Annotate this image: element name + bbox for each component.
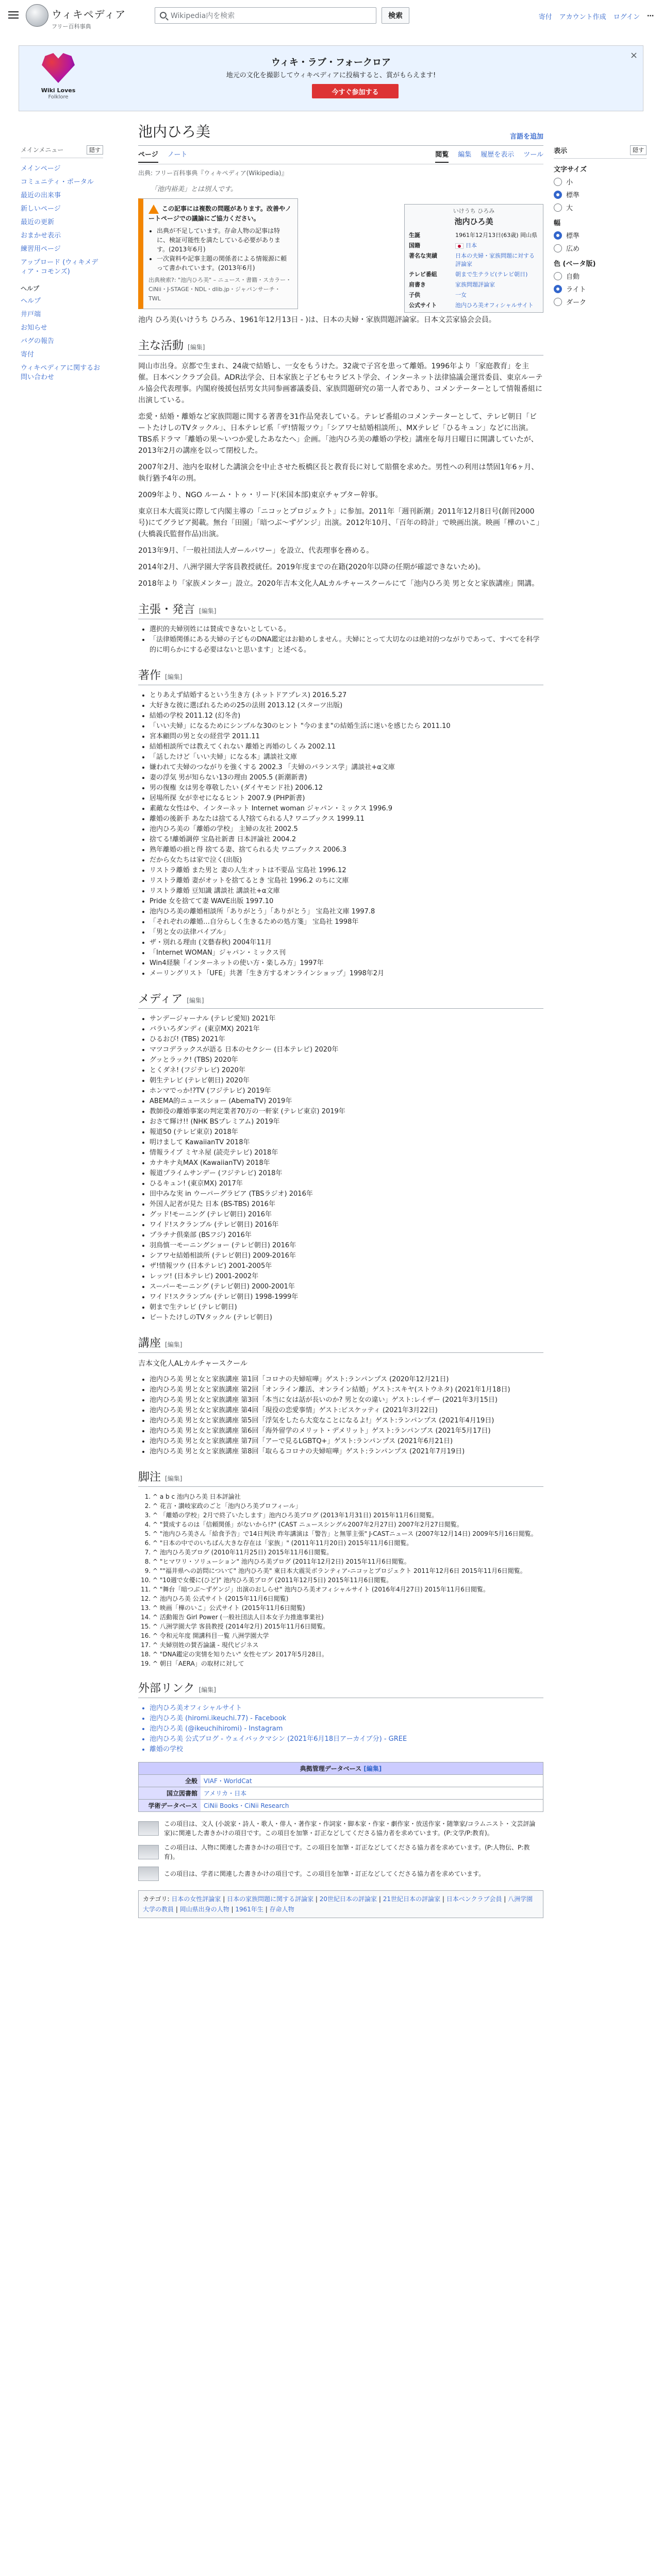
work-item: • 素敵な女性はや、インターネット Internet woman ジャパン・ミックス 1996.9 [150, 804, 543, 814]
infobox-value [453, 240, 541, 250]
reference-item: 13. ^ 映画「樺のいこ」公式サイト (2015年11月6日閲覧) [153, 1603, 543, 1613]
infobox-value-text[interactable]: 日本の夫婦・家族問題に対する評論家 [455, 252, 535, 267]
appearance-heading: 表示 [554, 147, 568, 155]
site-header [0, 0, 662, 31]
infobox-value [453, 230, 541, 240]
category-link[interactable]: 20世紀日本の評論家 [319, 1895, 377, 1903]
media-item: • 報道50 (テレビ東京) 2018年 [150, 1127, 543, 1138]
option-label: 標準 [566, 232, 580, 240]
close-icon[interactable]: × [630, 50, 638, 61]
reference-item: 7. ^ 池内ひろ美ブログ (2010年11月25日) 2015年11月6日閲覧。 [153, 1548, 543, 1557]
sidebar-item[interactable]: 練習用ページ [21, 245, 61, 253]
work-item: • 宮本顧問の男と女の経営学 2011.11 [150, 732, 543, 742]
category-link[interactable]: 日本ベンクラブ会員 [446, 1895, 502, 1903]
work-item: • 捨てる!離婚調停 宝島社新書 日本評論社 2004.2 [150, 835, 543, 845]
work-item: • とりあえず結婚するという生き方 (ネットドアプレス) 2016.5.27 [150, 690, 543, 701]
sidebar-help-item[interactable]: お知らせ [21, 324, 47, 332]
lecture-item: • 池内ひろ美 男と女と家族講座 第6回「海外留学のメリット・デメリット」ゲスト:ランパンプス (2021年5月17日) [150, 1426, 543, 1436]
more-options-icon[interactable]: ⋯ [647, 12, 654, 20]
category-link[interactable]: 存命人物 [269, 1905, 294, 1913]
authority-key: 学術データベース [139, 1800, 201, 1811]
warning-icon [148, 205, 159, 214]
media-item: • プラチナ倶楽部 (BSフジ) 2016年 [150, 1230, 543, 1241]
external-link[interactable]: • 池内ひろ美 (hiromi.ikeuchi.77) - Facebook [150, 1714, 543, 1724]
media-item: • グッド!モーニング (テレビ朝日) 2016年 [150, 1210, 543, 1220]
work-item: • 熟年離婚の損と得 捨てる妻、捨てられる夫 ワニブックス 2006.3 [150, 845, 543, 855]
radio-button[interactable] [554, 298, 562, 306]
user-links [539, 11, 654, 21]
stub-notice [138, 1867, 543, 1881]
section-heading-activity: 主な活動 [編集] [138, 337, 543, 355]
radio-button[interactable] [554, 244, 562, 252]
tab-read[interactable]: 閲覧 [435, 149, 449, 163]
site-sub: 出典: フリー百科事典『ウィキペディア(Wikipedia)』 [138, 170, 288, 177]
work-item: • Pride 女を捨てて妻 WAVE出版 1997.10 [150, 896, 543, 907]
stub-icon [138, 1867, 159, 1881]
sidebar-item[interactable]: 最近の出来事 [21, 192, 61, 199]
infobox-value [453, 269, 541, 279]
infobox-row [407, 279, 541, 290]
banner-logo-caption: Wiki Loves [41, 87, 76, 94]
reference-item: 16. ^ 令和元年度 開講科目一覧 八洲学園大学 [153, 1631, 543, 1640]
category-link[interactable]: 日本の女性評論家 [171, 1895, 221, 1903]
edit-section-link[interactable]: [編集] [187, 996, 204, 1004]
infobox-value-text[interactable]: 池内ひろ美オフィシャルサイト [455, 302, 534, 309]
authority-key: 全般 [139, 1775, 201, 1787]
authority-edit-link[interactable]: [編集] [363, 1765, 382, 1772]
sidebar-help-item[interactable]: 寄付 [21, 351, 35, 359]
media-item: • おさて輝け!! (NHK BSプレミアム) 2019年 [150, 1117, 543, 1127]
authority-row [139, 1774, 543, 1787]
work-item: • 妻の浮気 男が知らない13の理由 2005.5 (新潮新書) [150, 773, 543, 783]
sidebar-item[interactable]: コミュニティ・ポータル [21, 178, 94, 186]
radio-button[interactable] [554, 178, 562, 186]
work-item: • 「男と女の法律バイブル」 [150, 927, 543, 938]
infobox-value-text[interactable]: 朝まで生テラビ(テレビ朝日) [455, 271, 528, 278]
media-item: • 報道プライムサンデー (フジテレビ) 2018年 [150, 1168, 543, 1179]
sidebar-help-item[interactable]: ウィキペディアに関するお問い合わせ [21, 364, 101, 381]
authority-key: 国立図書館 [139, 1787, 201, 1799]
infobox-value [453, 279, 541, 290]
lecture-item: • 池内ひろ美 男と女と家族講座 第1回「コロナの夫婦喧嘩」ゲスト:ランパンプス (2020年12月21日) [150, 1375, 543, 1385]
wordmark[interactable] [52, 6, 126, 30]
media-item: • ビートたけしのTVタックル (テレビ朝日) [150, 1313, 543, 1323]
reference-item: 19. ^ 朝日「AERA」の取材に対して [153, 1659, 543, 1668]
claim-item: • 「法律婚関係にある夫婦の子どものDNA鑑定はお勧めしません。夫婦にとって大切なのは絶対的つながりであって、すべてを科学的に明らかにする必要はないと思います」と述べる。 [150, 635, 543, 655]
infobox-label: 国籍 [409, 242, 420, 249]
infobox-reading: いけうち ひろみ [453, 208, 495, 214]
infobox-value-text[interactable]: 日本 [466, 242, 477, 249]
activity-paragraph: 2013年9月、「一般社団法人ガールパワー」を設立、代表理事を務める。 [138, 546, 374, 555]
external-link[interactable]: • 池内ひろ美 (@ikeuchihiromi) - Instagram [150, 1724, 543, 1734]
reference-item: 14. ^ 活動報告 Girl Power (一般社団法人日本女子力推進事業社) [153, 1613, 543, 1622]
wordmark-title: ウィキペディア [52, 8, 126, 21]
reference-item: 18. ^ "DNA鑑定の実情を知りたい" 女性セブン 2017年5月28日。 [153, 1650, 543, 1659]
lecture-item: • 池内ひろ美 男と女と家族講座 第2回「オンライン離活、オンライン結婚」ゲスト:スキヤ(ストウネタ) (2021年1月18日) [150, 1385, 543, 1395]
radio-button[interactable] [554, 272, 562, 280]
hide-appearance-button[interactable]: 隠す [630, 145, 647, 155]
category-link[interactable]: 1961年生 [235, 1905, 263, 1913]
work-item: • Win4経験「インターネットの使い方・楽しみ方」1997年 [150, 958, 543, 969]
stub-icon [138, 1821, 159, 1836]
work-item: • リストラ離婚 また男と 妻の人生オットは不要品 宝島社 1996.12 [150, 866, 543, 876]
edit-section-link[interactable]: [編集] [199, 607, 217, 615]
infobox-label: 著名な実績 [409, 252, 437, 259]
tab-tools[interactable]: ツール [523, 151, 543, 159]
donate-link[interactable]: 寄付 [538, 13, 552, 21]
work-item: • だから女たちは家で泣く(出版) [150, 855, 543, 866]
lecture-item: • 池内ひろ美 男と女と家族講座 第8回「取らるコロナの夫婦喧嘩」ゲスト:ランパンプス (2021年7月19日) [150, 1447, 543, 1457]
media-item: • グッとラック! (TBS) 2020年 [150, 1055, 543, 1065]
edit-section-link[interactable]: [編集] [188, 343, 205, 351]
work-item: • メーリングリスト「UFE」共著「生き方するオンラインショップ」1998年2月 [150, 969, 543, 979]
lecture-item: • 池内ひろ美 男と女と家族講座 第5回「浮気をしたら大変なことになるよ!」ゲスト:ランパンプス (2021年4月19日) [150, 1416, 543, 1426]
activity-paragraph: 東京日本大震災に際して内閣主導の「ニコッとプロジェクト」に参加。2011年「週刊新潮」2011年12月8日号(創刊2000号)にてグラビア掲載。無台「田園」「暗つぶ〜ずゲンジ」出演。2012年10月、「百年の時計」で映画出演。映画「樺のいこ」(大橋義氏監督作品)出演。 [138, 507, 543, 538]
option-label: 広め [566, 245, 580, 253]
page-title [138, 122, 543, 146]
reference-item: 10. ^ "10週で女優に(ひど)" 池内ひろ美ブログ (2011年12月5日) 2015年11月6日閲覧。 [153, 1575, 543, 1585]
category-link[interactable]: 岡山県出身の人物 [179, 1905, 229, 1913]
appearance-option[interactable] [554, 177, 647, 187]
lecture-item: • 池内ひろ美 男と女と家族講座 第7回「アーで見るLGBTQ+」ゲスト:ランパンプス (2021年6月21日) [150, 1436, 543, 1447]
reference-item: 3. ^ 「離婚の学校」2月で終了いたします」池内ひろ美ブログ (2013年1月31日) 2015年11月6日閲覧。 [153, 1511, 543, 1520]
infobox-row [407, 290, 541, 300]
work-item: • リストラ離婚 妻がオットを捨てるとき 宝島社 1996.2 のちに文庫 [150, 876, 543, 886]
lecture-item: • 池内ひろ美 男と女と家族講座 第4回「現役の恋愛事情」ゲスト:ビスケッティ (2021年3月22日) [150, 1405, 543, 1416]
add-languages-button[interactable]: 言語を追加 [509, 133, 543, 141]
main-menu-sidebar [21, 145, 103, 384]
appearance-option[interactable] [554, 230, 647, 240]
media-item: • 外国人記者が見た 日本 (BS-TBS) 2016年 [150, 1199, 543, 1210]
sidebar-item[interactable]: おまかせ表示 [21, 232, 61, 240]
sidebar-item[interactable]: アップロード (ウィキメディア・コモンズ) [21, 259, 98, 276]
infobox-row [407, 240, 541, 250]
maintenance-box [138, 198, 298, 309]
infobox-value [453, 290, 541, 300]
search-icon [160, 12, 167, 19]
reference-item: 6. ^ "日本の中でのいちばん大きな存在は「家族」" (2011年11月20日) 2015年11月6日閲覧。 [153, 1538, 543, 1548]
option-label: 大 [566, 205, 573, 212]
radio-button[interactable] [554, 231, 562, 240]
section-heading-works: 著作 [編集] [138, 667, 543, 685]
external-link[interactable]: • 池内ひろ美オフィシャルサイト [150, 1703, 543, 1714]
media-item: • 朝生テレビ (テレビ朝日) 2020年 [150, 1076, 543, 1086]
tab-edit[interactable]: 編集 [458, 151, 472, 159]
stub-notice [138, 1843, 543, 1861]
work-item: • 「いい夫婦」になるためにシンプルな30のヒント "今のまま"の結婚生活に迷いを感じたら 2011.10 [150, 721, 543, 732]
media-item: • 羽鳥慎一モーニングショー (テレビ朝日) 2016年 [150, 1241, 543, 1251]
section-heading-external: 外部リンク [編集] [138, 1680, 543, 1698]
hatnote: 「池内裕美」とは別人です。 [151, 185, 237, 193]
text-size-heading: 文字サイズ [554, 166, 587, 174]
sidebar-item[interactable]: 最近の更新 [21, 218, 55, 226]
option-label: 小 [566, 179, 573, 187]
media-item: • シアワセ結婚相談所 (テレビ朝日) 2009-2016年 [150, 1251, 543, 1261]
appearance-option[interactable] [554, 202, 647, 212]
stub-text: この項目は、文人 (小説家・詩人・歌人・俳人・著作家・作詞家・脚本家・作家・劇作家・放送作家・随筆家/コラムニスト・文芸評論家)に関連した書きかけの項目です。この項目を加筆・訂正などしてくださる協力者を求めています。(P:文学/P:教育)。 [164, 1820, 536, 1837]
work-item: • 結婚の学校 2011.12 (幻冬舎) [150, 711, 543, 721]
infobox-label: 生誕 [409, 232, 420, 239]
search-button[interactable]: 検索 [382, 7, 409, 24]
activity-paragraph: 2014年2月、八洲学園大学客員教授就任。2019年度までの在籍(2020年以降の任期が確認できないため)。 [138, 563, 485, 571]
infobox-row [407, 230, 541, 240]
edit-section-link[interactable]: [編集] [198, 1686, 216, 1693]
work-item: • 「それぞれの離婚…自分らしく生きるための処方箋」 宝島社 1998年 [150, 917, 543, 927]
wikipedia-globe-logo[interactable] [26, 4, 48, 27]
appearance-sidebar [554, 145, 647, 310]
media-item: • ワイド!スクランブル (テレビ朝日) 2016年 [150, 1220, 543, 1230]
reference-item: 1. ^ a b c 池内ひろ美 日本評論社 [153, 1492, 543, 1501]
option-label: ライト [566, 286, 586, 294]
media-item: • 朝まで生テレビ (テレビ朝日) [150, 1302, 543, 1313]
infobox-name: 池内ひろ美 [454, 217, 493, 226]
maintenance-item: • 一次資料や記事主題の関係者による情報源に頼って書かれています。(2013年6月) [157, 254, 292, 273]
category-link[interactable]: 21世紀日本の評論家 [383, 1895, 441, 1903]
appearance-option[interactable] [554, 190, 647, 199]
reference-item: 2. ^ 花言・讃岐家政のごと「池内ひろ美プロフィール」 [153, 1501, 543, 1511]
reference-item: 12. ^ 池内ひろ美 公式サイト (2015年11月6日閲覧) [153, 1594, 543, 1603]
maintenance-heading: この記事には複数の問題があります。改善やノートページでの議論にご協力ください。 [148, 205, 292, 222]
banner-cta-button[interactable]: 今すぐ参加する [312, 84, 399, 98]
tab-talk[interactable]: ノート [167, 151, 188, 159]
help-section-heading: ヘルプ [21, 285, 40, 292]
sidebar-help-item[interactable]: 井戸端 [21, 311, 41, 318]
category-links: カテゴリ: 日本の女性評論家 | 日本の家族問題に関する評論家 | 20世紀日本の評論家 | 21世紀日本の評論家 | 日本ベンクラブ会員 | 八洲学園大学の教員 | 岡山県出身の人物 | 1961年生 | 存命人物 [138, 1890, 543, 1918]
sidebar-help-item[interactable]: ヘルプ [21, 297, 41, 305]
banner-logo-subcaption: Folklore [48, 94, 69, 100]
media-item: • 情報ライブ ミヤネ屋 (読売テレビ) 2018年 [150, 1148, 543, 1158]
reference-item: 4. ^ "賛成するのは「信頼関係」がないから!?" (CAST ニュースシングル2007年2月27日) 2007年2月27日閲覧。 [153, 1520, 543, 1529]
appearance-option[interactable] [554, 271, 647, 281]
media-item: • 田中みな実 in ウーパーグラビア (TBSラジオ) 2016年 [150, 1189, 543, 1199]
infobox-value-text[interactable]: 一女 [455, 292, 467, 298]
external-link[interactable]: • 離婚の学校 [150, 1744, 543, 1755]
lecture-item: • 池内ひろ美 男と女と家族講座 第3回「本当に女は話が長いのか? 男と女の違い」ゲスト:レイザー (2021年3月15日) [150, 1395, 543, 1405]
color-heading: 色 (ベータ版) [554, 260, 596, 268]
infobox-row [407, 269, 541, 279]
media-item: • ABEMA的ニュースショー (AbemaTV) 2019年 [150, 1096, 543, 1107]
wordmark-tagline: フリー百科事典 [52, 23, 91, 30]
media-item: • マツコデラックスが語る 日本のセクシー (日本テレビ) 2020年 [150, 1045, 543, 1055]
stub-notice [138, 1819, 543, 1838]
page-tabs [138, 148, 543, 164]
radio-button[interactable] [554, 191, 562, 199]
main-content [138, 122, 543, 1918]
banner-text: 地元の文化を撮影してウィキペディアに投稿すると、賞がもらえます! [226, 72, 436, 79]
option-label: 自動 [566, 273, 580, 281]
work-item: • リストラ離婚 豆知識 講談社 講談社+α文庫 [150, 886, 543, 896]
edit-section-link[interactable]: [編集] [165, 1475, 183, 1482]
sidebar-help-item[interactable]: バグの報告 [21, 337, 55, 345]
stub-text: この項目は、人物に関連した書きかけの項目です。この項目を加筆・訂正などしてくださる協力者を求めています。(P:人物伝、P:教育)。 [164, 1843, 530, 1860]
category-link[interactable]: 日本の家族問題に関する評論家 [227, 1895, 314, 1903]
infobox-label: テレビ番組 [409, 271, 437, 278]
infobox-row [407, 250, 541, 269]
infobox-value [453, 250, 541, 269]
infobox-label: 公式サイト [409, 302, 437, 309]
media-item: • 教師役の離婚事案の判定業者70万の一軒家 (テレビ東京) 2019年 [150, 1107, 543, 1117]
edit-section-link[interactable]: [編集] [165, 673, 183, 681]
hide-menu-button[interactable]: 隠す [87, 145, 103, 155]
section-heading-notes: 脚注 [編集] [138, 1468, 543, 1487]
section-heading-media: メディア [編集] [138, 990, 543, 1009]
main-menu-heading: メインメニュー [21, 146, 64, 154]
work-item: • 池内ひろ美の離婚相談所「ありがとう」「ありがとう」 宝島社文庫 1997.8 [150, 907, 543, 917]
category-link[interactable]: 八洲学園大学の教員 [143, 1895, 533, 1913]
work-item: • 「Internet WOMAN」ジャパン・ミックス刊 [150, 948, 543, 958]
create-account-link[interactable]: アカウント作成 [559, 13, 606, 21]
media-item: • ひるキュン! (東京MX) 2017年 [150, 1179, 543, 1189]
reference-item: 15. ^ 八洲学園大学 客員教授 (2014年2月) 2015年11月6日閲覧。 [153, 1622, 543, 1631]
section-heading-claims: 主張・発言 [編集] [138, 601, 543, 619]
infobox-label: 子供 [409, 292, 420, 298]
infobox-value [453, 300, 541, 310]
work-item: • ザ・別れる理由 (文藝春秋) 2004年11月 [150, 938, 543, 948]
width-heading: 幅 [554, 219, 561, 227]
tab-history[interactable]: 履歴を表示 [481, 151, 515, 159]
category-label[interactable]: カテゴリ: [143, 1895, 170, 1903]
maintenance-item: • 出典が不足しています。存命人物の記事は特に、検証可能性を満たしている必要があります。(2013年6月) [157, 226, 292, 254]
external-link[interactable]: • 池内ひろ美 公式ブログ - ウェイバックマシン (2021年6月18日アーカイブ分) - GREE [150, 1734, 543, 1744]
infobox-value-text: 1961年12月13日(63歳) 岡山県 [455, 232, 538, 239]
source-search-links[interactable]: 出典検索?: "池内ひろ美" – ニュース・書籍・スカラー・CiNii・J-STAGE・NDL・dlib.jp・ジャパンサーチ・TWL [148, 276, 292, 302]
media-item: • ザ!情報ツウ (日本テレビ) 2001-2005年 [150, 1261, 543, 1272]
appearance-option[interactable] [554, 297, 647, 307]
authority-value[interactable]: VIAF・WorldCat [204, 1777, 252, 1785]
search-placeholder: Wikipedia内を検索 [171, 12, 235, 20]
work-item: • 男の復権 女は男を尊敬したい (ダイヤモンド社) 2006.12 [150, 783, 543, 793]
option-label: ダーク [566, 299, 587, 307]
authority-row [139, 1787, 543, 1799]
media-item: • バラいろダンディ (東京MX) 2021年 [150, 1024, 543, 1035]
section-heading-lectures: 講座 [編集] [138, 1334, 543, 1353]
authority-row [139, 1799, 543, 1811]
authority-control [138, 1762, 543, 1812]
activity-paragraph: 岡山市出身。京都で生まれ、24歳で結婚し、一女をもうけた。32歳で子宮を患って離婚。1996年より「家庭教育」を主催。日本ベンクラブ会員。ADR法学会、日本家族と子どもセラピスト学会、インターネット法律協議会運営委員、東京ルーテル協会代表理事。内閣府後援包括男女共同参画審議委員、家族問題研究の第一人者であり、コメンテーターとして情報番組に出演している。 [138, 362, 543, 404]
page-title-text: 池内ひろ美 [138, 123, 211, 140]
media-item: • ワイド!スクランブル (テレビ朝日) 1998-1999年 [150, 1292, 543, 1302]
infobox-value-text[interactable]: 家族問題評論家 [455, 281, 495, 288]
appearance-option[interactable] [554, 284, 647, 294]
banner-title: ウィキ・ラブ・フォークロア [271, 57, 391, 68]
work-item: • 嫌われて夫婦のつながりを強くする 2002.3 「夫婦のバランス学」講談社+α文庫 [150, 762, 543, 773]
search-input[interactable] [155, 7, 376, 24]
media-item: • カナキナ丸MAX (KawaiianTV) 2018年 [150, 1158, 543, 1168]
media-item: • ひるおび! (TBS) 2021年 [150, 1035, 543, 1045]
work-item: • 結婚相談所では教えてくれない 離婚と再婚のしくみ 2002.11 [150, 742, 543, 752]
reference-item: 5. ^ "池内ひろ美さん「給食予告」で14日判決 昨年講演は「警告」と無罪主張" J-CASTニュース (2007年12月14日) 2009年5月16日閲覧。 [153, 1529, 543, 1538]
activity-paragraph: 2007年2月、池内を取材した講演会を中止させた板橋区長と教育長に対して賠償を求めた。男性への利用は禁固1年6ヶ月、執行猶予4年の刑。 [138, 463, 539, 483]
activity-paragraph: 2018年より「家族メンター」設立。2020年吉本文化人ALカルチャースクールにて「池内ひろ美 男と女と家族講座」開講。 [138, 579, 539, 588]
claim-item: • 選択的夫婦別姓には賛成できないとしている。 [150, 624, 543, 635]
reference-item: 8. ^ "ヒマワリ・ソリューション" 池内ひろ美ブログ (2011年12月2日) 2015年11月6日閲覧。 [153, 1557, 543, 1566]
japan-flag-icon [455, 243, 464, 249]
media-item: • スーパーモーニング (テレビ朝日) 2000-2001年 [150, 1282, 543, 1292]
reference-item: 17. ^ 夫婦別姓の賛否論議 - 現代ビジネス [153, 1640, 543, 1650]
main-menu-icon[interactable] [7, 9, 20, 22]
work-item: • 居場所探 女が幸せになるヒント 2007.9 (PHP新書) [150, 793, 543, 804]
authority-value[interactable]: CiNii Books・CiNii Research [204, 1802, 289, 1809]
tab-page[interactable]: ページ [138, 149, 158, 163]
reference-item: 11. ^ "舞台「暗つぶ〜ずゲンジ」出演のおしらせ" 池内ひろ美オフィシャルサイト (2016年4月27日) 2015年11月6日閲覧。 [153, 1585, 543, 1594]
stub-icon [138, 1845, 159, 1859]
media-item: • 明けまして KawaiianTV 2018年 [150, 1138, 543, 1148]
sidebar-item[interactable]: メインページ [21, 165, 61, 173]
sidebar-item[interactable]: 新しいページ [21, 205, 61, 213]
media-item: • とくダネ! (フジテレビ) 2020年 [150, 1065, 543, 1076]
media-item: • ホンマでっか!?TV (フジテレビ) 2019年 [150, 1086, 543, 1096]
work-item: • 「話したけど「いい夫婦」になる本」講談社文庫 [150, 752, 543, 762]
infobox-row [407, 300, 541, 310]
media-item: • レッツ! (日本テレビ) 2001-2002年 [150, 1272, 543, 1282]
option-label: 標準 [566, 192, 580, 199]
radio-button[interactable] [554, 204, 562, 212]
media-item: • サンデージャーナル (テレビ愛知) 2021年 [150, 1014, 543, 1024]
activity-paragraph: 2009年より、NGO ルーム・トゥ・リード(米国本部)東京チャプター幹事。 [138, 490, 383, 499]
authority-value[interactable]: アメリカ・日本 [204, 1789, 247, 1797]
work-item: • 離婚の後新手 あなたは捨てる人?捨てられる人? ワニブックス 1999.11 [150, 814, 543, 824]
login-link[interactable]: ログイン [613, 13, 640, 21]
campaign-banner [19, 45, 643, 111]
work-item: • 大好きな彼に選ばれるための25の法則 2013.12 (スターツ出版) [150, 701, 543, 711]
lectures-intro: 吉本文化人ALカルチャースクール [138, 1359, 247, 1368]
work-item: • 池内ひろ美の「離婚の学校」 主婦の友社 2002.5 [150, 824, 543, 835]
appearance-option[interactable] [554, 243, 647, 253]
radio-button[interactable] [554, 285, 562, 293]
edit-section-link[interactable]: [編集] [165, 1341, 183, 1348]
infobox-label: 肩書き [409, 281, 426, 288]
reference-item: 9. ^ ""福井県への訪問について" 池内ひろ美" 東日本大震災ボランティア-ニコッとプロジェクト 2011年12月6日 2015年11月6日閲覧。 [153, 1566, 543, 1575]
authority-heading: 典拠管理データベース [編集] [139, 1762, 543, 1774]
stub-text: この項目は、学者に関連した書きかけの項目です。この項目を加筆・訂正などしてくださる協力者を求めています。 [164, 1870, 485, 1877]
infobox [404, 204, 543, 313]
intro-paragraph: 池内 ひろ美(いけうち ひろみ、1961年12月13日 - )は、日本の夫婦・家族問題評論家。日本文芸家協会会員。 [138, 315, 496, 324]
activity-paragraph: 恋愛・結婚・離婚など家族問題に関する著書を31作品発表している。テレビ番組のコメンテーターとして、テレビ朝日「ビートたけしのTVタックル」、日本テレビ系「ザ!情報ツウ」「シアワセ結婚相談所」、MXテレビ「ひるキュン」などに出演。TBS系ドラマ「離婚の果〜いつか愛したあなたへ」企画。「池内ひろ美の離婚の学校」講座を毎月日曜日に開講していたが、2013年2月の講座を以って閉校した。 [138, 412, 538, 455]
